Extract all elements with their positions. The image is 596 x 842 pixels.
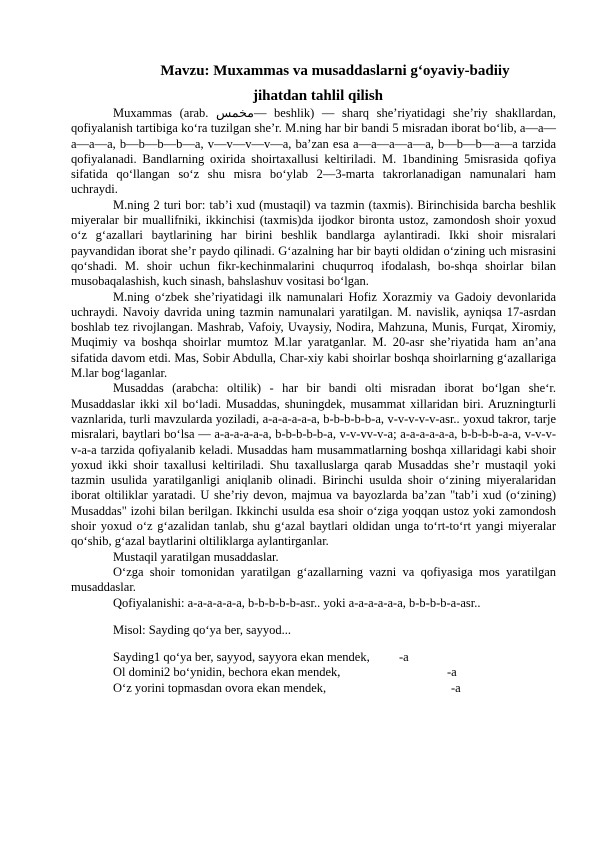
paragraph-musaddas-type-2: O‘zga shoir tomonidan yaratilgan g‘azallarning vazni va qofiyasiga mos yaratilgan musaddaslar. (71, 564, 556, 595)
paragraph-musaddas-definition: Musaddas (arabcha: oltilik) - har bir bandi olti misradan iborat bo‘lgan she‘r. Musaddaslar ikki xil bo‘ladi. Musaddas, shuningdek, musammat xillaridan biri. Aruzningturli vaznlarida, turli mavzularda yoziladi, a-a-a-a-a-a, b-b-b-b-b-a, v-v-v-v-v-asr.. yoxud takror, tarje misralari, baytlari bo‘lsa — a-a-a-a-a-a, b-b-b-b-b-a, v-v-vv-v-a; a-a-a-a-a-a, b-b-b-b-a-a, v-v-v-v-a-a tarzida qofiyalanib keladi. Musaddas ham musammatlarning boshqa xillaridagi kabi shoir yoxud ikki shoir taxallusi keltiriladi. Shu taxalluslarga qarab Musaddas she’r mustaqil yoki tazmin usulida yaratilganligi aniqlanib olinadi. Birinchi usulda shoir o‘zining miyeralaridan iborat oltiliklar yaratadi. U she’riy devon, majmua va bayozlarda ba’zan "tab’i xud (o‘zining) Musaddas" izohi bilan berilgan. Ikkinchi usulda esa shoir o‘ziga yoqqan ustoz yoki zamondosh shoir yoxud o‘z g‘azalidan tanlab, shu g‘azal baytlari oldidan unga to‘rt-to‘rt yangi miyeralar qo‘shib, g‘azal baytlarini oltiliklarga aylantirganlar. (71, 381, 556, 549)
paragraph-muxammas-history: M.ning o‘zbek she’riyatidagi ilk namunalari Hofiz Xorazmiy va Gadoiy devonlarida uchraydi. Navoiy davrida uning tazmin namunalari yaratilgan. M. navislik, ayniqsa 17-asrdan boshlab tez rivojlangan. Mashrab, Vafoiy, Uvaysiy, Nodira, Mahzuna, Munis, Furqat, Xiromiy, Muqimiy va boshqa shoirlar mumtoz M.lar yaratganlar. M. 20-asr she’riyatida ham an’ana sifatida davom etdi. Mas, Sobir Abdulla, Char-xiy kabi shoirlar boshqa shoirlarning g‘azallariga M.lar bog‘laganlar. (71, 289, 556, 381)
paragraph-rhyme-scheme: Qofiyalanishi: a-a-a-a-a-a, b-b-b-b-b-asr.. yoki a-a-a-a-a-a, b-b-b-b-a-asr.. (113, 595, 481, 610)
verse-line (71, 665, 556, 680)
verse-line (71, 681, 556, 696)
example-label: Misol: Sayding qo‘ya ber, sayyod... (113, 622, 291, 637)
document-title-line-2: jihatdan tahlil qilish (252, 88, 384, 104)
document-title-line-1: Mavzu: Muxammas va musaddaslarni g‘oyaviy-badiiy (160, 63, 510, 79)
verse-rhyme: -a (447, 665, 457, 680)
verse-text: O‘z yorini topmasdan ovora ekan mendek, (113, 680, 327, 695)
verse-rhyme: -a (451, 680, 461, 695)
verse-line (71, 650, 556, 665)
spacer (71, 638, 556, 650)
document-body (71, 106, 556, 696)
verse-text: Sayding1 qo‘ya ber, sayyod, sayyora ekan mendek, (113, 650, 370, 665)
spacer (71, 611, 556, 623)
paragraph-musaddas-type-1: Mustaqil yaratilgan musaddaslar. (113, 549, 279, 564)
paragraph-muxammas-definition: Muxammas (arab. مخمس— beshlik) — sharq she’riyatidagi she’riy shakllardan, qofiyalanish tartibiga ko‘ra tuzilgan she’r. M.ning har bir bandi 5 misradan iborat bo‘lib, a—a—a—a—a, b—b—b—b—a, v—v—v—v—a, ba’zan esa a—a—a—a—a, b—b—b—a—a tarzida qofiyalanadi. Bandlarning oxirida shoirtaxallusi keltiriladi. M. 1bandining 5misrasida qofiya sifatida qo‘llangan so‘z shu misra bo‘ylab 2—3-marta takrorlanadigan namunalari ham uchraydi. (71, 106, 556, 197)
verse-text: Ol domini2 bo‘ynidin, bechora ekan mendek, (113, 665, 341, 680)
verse-rhyme: -a (399, 650, 409, 665)
paragraph-muxammas-types: M.ning 2 turi bor: tab’i xud (mustaqil) va tazmin (taxmis). Birinchisida barcha beshlik miyeralar bir muallifniki, ikkinchisi (taxmis)da ijodkor bironta ustoz, zamondosh shoir yoxud o‘z g‘azallari baytlarining har birini beshlik bandlarga aylantiradi. Ikki shoir misralari payvandidan iborat she’r paydo qilinadi. G‘azalning har bir bayti oldidan o‘zining uch misrasini qo‘shadi. M. shoir uchun fikr-kechinmalarini chuqurroq ifodalash, bo-shqa shoirlar bilan musobaqalashish, kuch sinash, bahslashuv vositasi bo‘lgan. (71, 197, 556, 289)
